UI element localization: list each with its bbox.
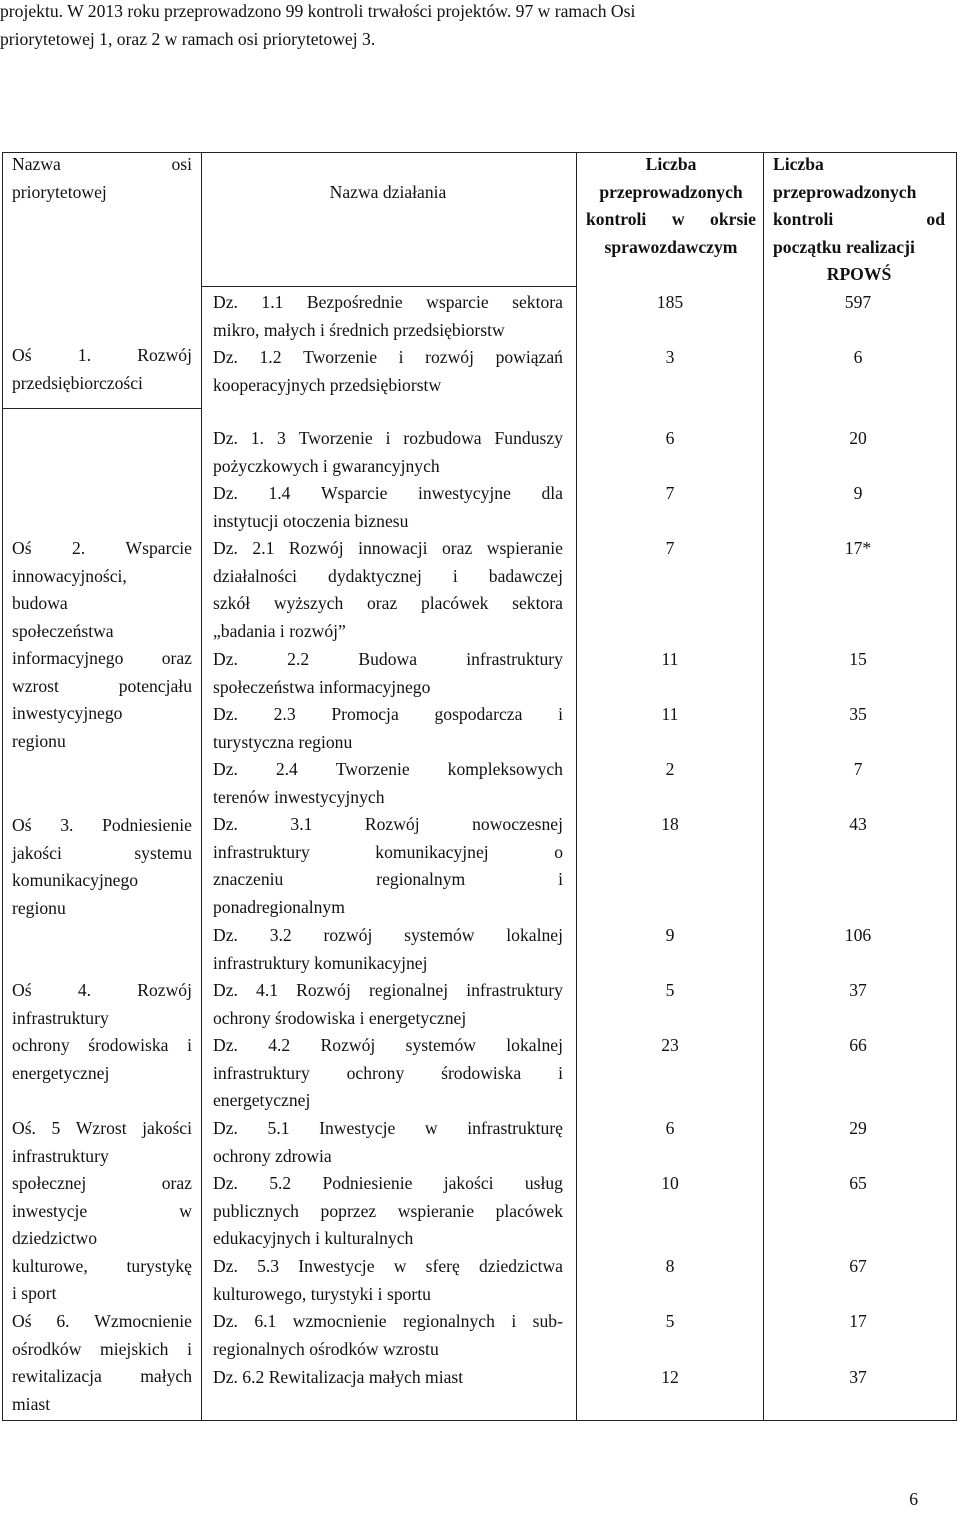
total-controls-value: 6 xyxy=(853,347,863,367)
axis-name xyxy=(12,342,192,397)
axis-name-line: Oś. 5 Wzrost jakości xyxy=(12,1118,192,1138)
action-name-line: Dz. 1.2 Tworzenie i rozwój powiązań xyxy=(213,347,563,367)
axis-name-line: Oś 3. Podniesienie xyxy=(12,815,192,835)
axis-name-line: infrastruktury xyxy=(12,1007,109,1028)
period-controls-value: 6 xyxy=(665,428,675,448)
action-name-line: Dz. 2.3 Promocja gospodarcza i xyxy=(213,704,563,724)
axis-name-line: dziedzictwo xyxy=(12,1228,97,1248)
action-name xyxy=(213,344,563,399)
table-border xyxy=(201,152,202,1420)
intro-line: projektu. W 2013 roku przeprowadzono 99 kontroli trwałości projektów. 97 w ramach Osi xyxy=(0,1,636,21)
action-name-line: Dz. 5.2 Podniesienie jakości usług xyxy=(213,1173,563,1193)
axis-name-line: Oś 6. Wzmocnienie xyxy=(12,1311,192,1331)
axis-name xyxy=(12,812,192,922)
header-total-controls: Liczba przeprowadzonych kontroli od początku realizacji RPOWŚ xyxy=(773,154,945,284)
table-border xyxy=(956,152,957,1420)
action-name-line: szkół wyższych oraz placówek sektora xyxy=(213,593,563,613)
axis-name-line: Oś 2. Wsparcie xyxy=(12,538,192,558)
table-border xyxy=(2,408,202,409)
action-name-line: Dz. 6.1 wzmocnienie regionalnych i sub- xyxy=(213,1311,563,1331)
action-name-line: infrastruktury komunikacyjnej o xyxy=(213,841,563,862)
action-name-line: Dz. 1.1 Bezpośrednie wsparcie sektora xyxy=(213,292,563,312)
action-name-line: Dz. 5.1 Inwestycje w infrastrukturę xyxy=(213,1118,563,1138)
period-controls-value: 10 xyxy=(661,1173,679,1193)
axis-name-line: wzrost potencjału xyxy=(12,675,192,696)
action-name-line: Dz. 2.1 Rozwój innowacji oraz wspieranie xyxy=(213,538,563,558)
action-name xyxy=(213,646,563,701)
period-controls-value: 9 xyxy=(665,925,675,945)
table-border xyxy=(2,152,3,1420)
header-period-controls: Liczba przeprowadzonych kontroli w okrsie sprawozdawczym xyxy=(586,154,756,257)
total-controls-value: 106 xyxy=(844,925,872,945)
action-name-line: znaczeniu regionalnym i xyxy=(213,869,563,889)
total-controls-value: 20 xyxy=(849,428,867,448)
action-name-line: energetycznej xyxy=(213,1090,311,1110)
table-border xyxy=(576,152,577,1420)
axis-name xyxy=(12,1115,192,1308)
axis-name-line: budowa xyxy=(12,593,68,613)
axis-name-line: inwestycyjnego xyxy=(12,703,123,723)
period-controls-value: 6 xyxy=(665,1118,675,1138)
action-name-line: mikro, małych i średnich przedsiębiorstw xyxy=(213,319,505,340)
axis-name-line: inwestycje w xyxy=(12,1200,192,1221)
total-controls-value: 43 xyxy=(849,814,867,834)
action-name-line: ochrony zdrowia xyxy=(213,1145,332,1166)
axis-name-line: przedsiębiorczości xyxy=(12,372,143,393)
action-name-line: regionalnych ośrodków wzrostu xyxy=(213,1338,439,1359)
action-name-line: Dz. 4.1 Rozwój regionalnej infrastruktury xyxy=(213,980,563,1000)
action-name xyxy=(213,1253,563,1308)
total-controls-value: 7 xyxy=(853,759,863,779)
header-action-name: Nazwa działania xyxy=(329,182,447,202)
action-name-line: Dz. 5.3 Inwestycje w sferę dziedzictwa xyxy=(213,1256,563,1276)
period-controls-value: 5 xyxy=(665,1311,675,1331)
period-controls-value: 7 xyxy=(665,483,675,503)
total-controls-value: 66 xyxy=(849,1035,867,1055)
action-name-line: Dz. 1.4 Wsparcie inwestycyjne dla xyxy=(213,483,563,503)
action-name-line: Dz. 3.1 Rozwój nowoczesnej xyxy=(213,814,563,834)
action-name xyxy=(213,1308,563,1363)
period-controls-value: 185 xyxy=(656,292,684,312)
axis-name xyxy=(12,977,192,1087)
action-name-line: kulturowego, turystyki i sportu xyxy=(213,1283,431,1304)
action-name-line: działalności dydaktycznej i badawczej xyxy=(213,565,563,586)
table-border xyxy=(763,152,764,1420)
axis-name-line: regionu xyxy=(12,730,66,751)
action-name xyxy=(213,811,563,921)
period-controls-value: 11 xyxy=(661,704,679,724)
axis-name-line: ośrodków miejskich i xyxy=(12,1338,192,1359)
action-name-line: Dz. 2.2 Budowa infrastruktury xyxy=(213,649,563,669)
action-name-line: ponadregionalnym xyxy=(213,896,345,917)
action-name-line: Dz. 6.2 Rewitalizacja małych miast xyxy=(213,1367,464,1387)
axis-name-line: społecznej oraz xyxy=(12,1173,192,1193)
axis-name-line: społeczeństwa xyxy=(12,620,114,641)
action-name-line: edukacyjnych i kulturalnych xyxy=(213,1228,414,1248)
page-number: 6 xyxy=(909,1489,918,1509)
action-name-line: turystyczna regionu xyxy=(213,731,353,752)
axis-name-line: ochrony środowiska i xyxy=(12,1035,192,1055)
action-name-line: ochrony środowiska i energetycznej xyxy=(213,1007,467,1028)
period-controls-value: 12 xyxy=(661,1367,679,1387)
axis-name-line: kulturowe, turystykę xyxy=(12,1255,192,1276)
action-name-line: infrastruktury komunikacyjnej xyxy=(213,952,428,973)
intro-line: priorytetowej 1, oraz 2 w ramach osi priorytetowej 3. xyxy=(0,28,376,49)
action-name-line: Dz. 3.2 rozwój systemów lokalnej xyxy=(213,925,563,945)
total-controls-value: 597 xyxy=(844,292,872,312)
total-controls-value: 17 xyxy=(849,1311,867,1331)
axis-name-line: informacyjnego oraz xyxy=(12,648,192,668)
action-name xyxy=(213,535,563,645)
action-name xyxy=(213,922,563,977)
action-name xyxy=(213,756,563,811)
total-controls-value: 37 xyxy=(849,980,867,1000)
axis-name-line: miast xyxy=(12,1393,51,1414)
action-name xyxy=(213,425,563,480)
header-word: w xyxy=(671,209,685,229)
intro-paragraph xyxy=(0,0,960,53)
total-controls-value: 67 xyxy=(849,1256,867,1276)
action-name xyxy=(213,1170,563,1253)
action-name-line: pożyczkowych i gwarancyjnych xyxy=(213,455,440,476)
header-word: od xyxy=(926,209,945,229)
action-name-line: Dz. 2.4 Tworzenie kompleksowych xyxy=(213,759,563,779)
period-controls-value: 18 xyxy=(661,814,679,834)
axis-name-line: infrastruktury xyxy=(12,1145,109,1166)
action-name-line: Dz. 4.2 Rozwój systemów lokalnej xyxy=(213,1035,563,1055)
period-controls-value: 8 xyxy=(665,1256,675,1276)
action-name-line: terenów inwestycyjnych xyxy=(213,786,385,807)
total-controls-value: 65 xyxy=(849,1173,867,1193)
axis-name-line: komunikacyjnego xyxy=(12,870,139,890)
action-name xyxy=(213,1032,563,1115)
action-name-line: społeczeństwa informacyjnego xyxy=(213,676,431,697)
action-name-line: publicznych poprzez wspieranie placówek xyxy=(213,1200,563,1221)
axis-name-line: regionu xyxy=(12,897,66,918)
action-name-line: instytucji otoczenia biznesu xyxy=(213,510,409,531)
axis-name-line: Oś 1. Rozwój xyxy=(12,345,192,365)
action-name-line: infrastruktury ochrony środowiska i xyxy=(213,1062,563,1083)
total-controls-value: 29 xyxy=(849,1118,867,1138)
action-name xyxy=(213,1364,563,1392)
action-name-line: kooperacyjnych przedsiębiorstw xyxy=(213,374,442,395)
table-border xyxy=(202,286,576,287)
total-controls-value: 37 xyxy=(849,1367,867,1387)
axis-name-line: Oś 4. Rozwój xyxy=(12,980,192,1000)
period-controls-value: 23 xyxy=(661,1035,679,1055)
axis-name xyxy=(12,535,192,755)
header-word: kontroli xyxy=(586,209,647,229)
action-name-line: Dz. 1. 3 Tworzenie i rozbudowa Funduszy xyxy=(213,428,563,448)
period-controls-value: 11 xyxy=(661,649,679,669)
action-name-line: „badania i rozwój” xyxy=(213,620,346,641)
axis-name-line: energetycznej xyxy=(12,1062,110,1083)
action-name xyxy=(213,977,563,1032)
axis-name-line: rewitalizacja małych xyxy=(12,1366,192,1386)
axis-name-line: jakości systemu xyxy=(12,842,192,863)
header-word: okrsie xyxy=(710,209,756,229)
header-word: kontroli xyxy=(773,209,834,229)
total-controls-value: 9 xyxy=(853,483,863,503)
header-axis-name: Nazwa osi priorytetowej xyxy=(12,154,192,202)
table-border xyxy=(2,1420,957,1421)
axis-name xyxy=(12,1308,192,1418)
axis-name-line: innowacyjności, xyxy=(12,565,127,586)
total-controls-value: 35 xyxy=(849,704,867,724)
action-name xyxy=(213,701,563,756)
axis-name-line: i sport xyxy=(12,1283,57,1303)
total-controls-value: 15 xyxy=(849,649,867,669)
total-controls-value: 17* xyxy=(844,538,872,558)
period-controls-value: 3 xyxy=(665,347,675,367)
action-name xyxy=(213,1115,563,1170)
period-controls-value: 7 xyxy=(665,538,675,558)
action-name xyxy=(213,480,563,535)
period-controls-value: 2 xyxy=(665,759,675,779)
action-name xyxy=(213,289,563,344)
period-controls-value: 5 xyxy=(665,980,675,1000)
